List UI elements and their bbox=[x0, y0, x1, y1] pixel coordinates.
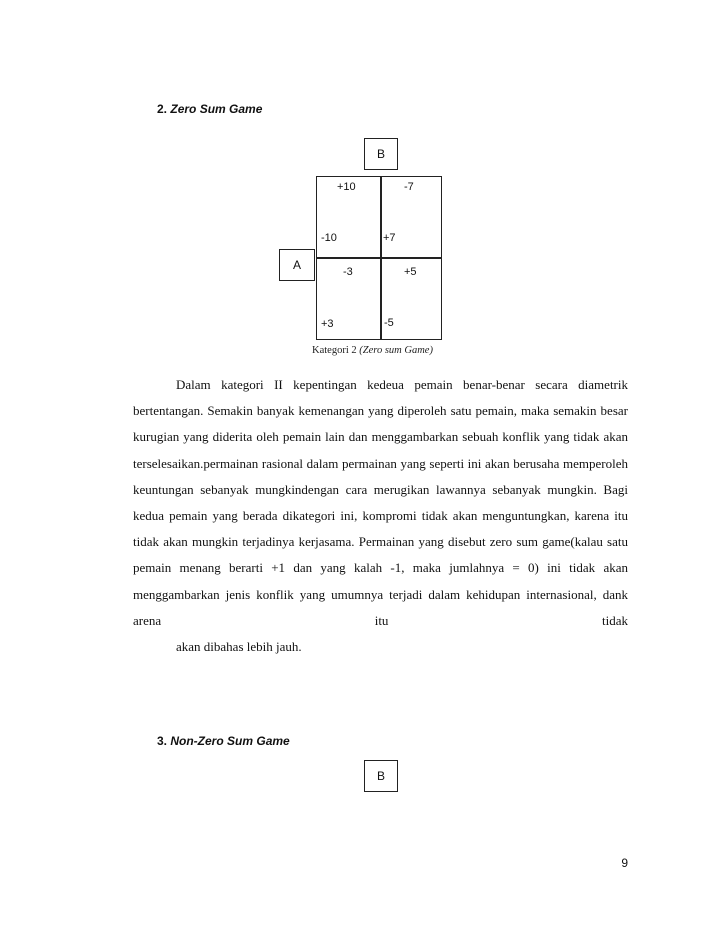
player-b-box-section-3 bbox=[364, 760, 398, 792]
section-2-title: Zero Sum Game bbox=[170, 102, 263, 116]
matrix-horizontal-divider bbox=[316, 257, 442, 259]
section-2-heading bbox=[157, 102, 262, 116]
caption-prefix: Kategori 2 bbox=[312, 345, 357, 356]
section-3-title: Non-Zero Sum Game bbox=[170, 734, 290, 748]
player-b-label: B bbox=[376, 147, 385, 161]
player-b-label: B bbox=[376, 769, 385, 783]
caption-italic: (Zero sum Game) bbox=[359, 345, 433, 356]
matrix-value: -5 bbox=[384, 317, 394, 329]
paragraph-last-line: akan dibahas lebih jauh. bbox=[176, 639, 302, 655]
section-3-number: 3. bbox=[157, 734, 168, 748]
player-a-label: A bbox=[292, 258, 301, 272]
section-2-number: 2. bbox=[157, 102, 168, 116]
matrix-value: +7 bbox=[383, 232, 396, 244]
player-b-box bbox=[364, 138, 398, 170]
paragraph-body: Dalam kategori II kepentingan kedeua pemain benar-benar secara diametrik bertentangan. Semakin banyak kemenangan yang diperoleh satu pemain, maka semakin besar kurugian yang diderita oleh pemain lain dan menggambarkan sebuah konflik yang tidak akan terselesaikan.permainan rasional dalam permainan yang seperti ini akan berusaha memperoleh keuntungan sebanyak mungkindengan cara merugikan lawannya sebanyak mungkin. Bagi kedua pemain yang berada dikategori ini, kompromi tidak akan menguntungkan, karena itu tidak akan mungkin terjadinya kerjasama. Permainan yang disebut zero sum game(kalau satu pemain menang berarti +1 dan yang kalah -1, maka jumlahnya = 0) ini tidak akan menggambarkan jenis konflik yang umumnya terjadi dalam kehidupan internasional, dank arena itu tidak bbox=[133, 377, 628, 628]
matrix-value: -3 bbox=[343, 266, 353, 278]
figure-caption bbox=[312, 345, 433, 356]
matrix-value: -7 bbox=[404, 181, 414, 193]
matrix-value: +5 bbox=[404, 266, 417, 278]
page-number: 9 bbox=[621, 856, 628, 870]
matrix-value: +10 bbox=[337, 181, 356, 193]
player-a-box bbox=[279, 249, 315, 281]
body-paragraph bbox=[133, 372, 628, 660]
section-3-heading bbox=[157, 734, 290, 748]
matrix-value: -10 bbox=[321, 232, 337, 244]
matrix-value: +3 bbox=[321, 318, 334, 330]
